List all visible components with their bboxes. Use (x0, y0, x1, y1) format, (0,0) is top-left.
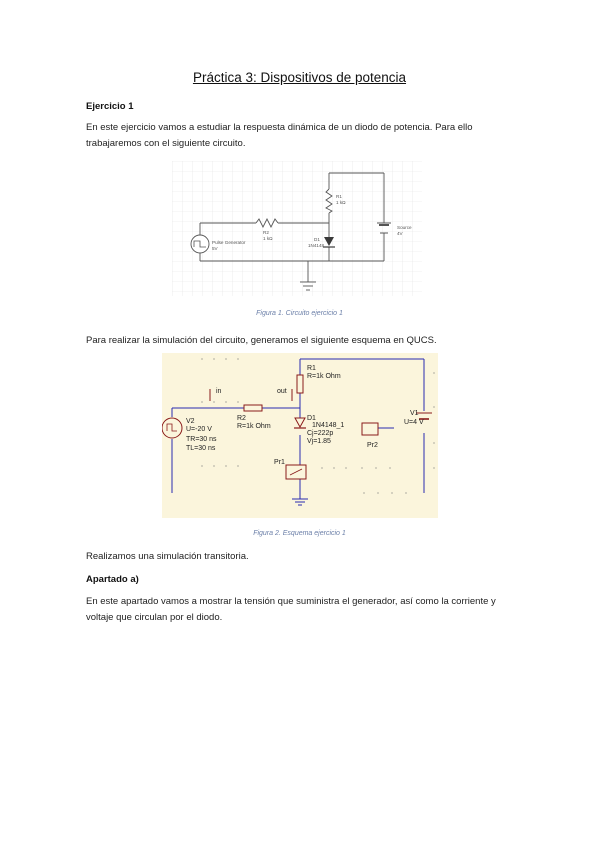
v2-fall-time: TL=30 ns (186, 445, 216, 452)
v2-rise-time: TR=30 ns (186, 436, 217, 443)
v2-name: V2 (186, 418, 195, 425)
paragraph-qucs: Para realizar la simulación del circuito, generamos el siguiente esquema en QUCS. (86, 335, 437, 346)
d1-vj: Vj=1.85 (307, 438, 331, 445)
generator-value: 5V (212, 246, 218, 251)
r1-value: R=1k Ohm (307, 373, 341, 380)
d1-name: D1 (307, 415, 316, 422)
d1-part: 1N4148 (308, 243, 325, 248)
source-name: Source (397, 225, 412, 230)
r2-name: R2 (263, 230, 269, 235)
section-heading-ejercicio-1: Ejercicio 1 (86, 101, 134, 112)
r2-value: 1 kΩ (263, 236, 273, 241)
r2-value: R=1k Ohm (237, 423, 271, 430)
r2-name: R2 (237, 415, 246, 422)
figure-1-circuit (172, 161, 422, 296)
source-value: 4V (397, 231, 403, 236)
figure-2-caption: Figura 2. Esquema ejercicio 1 (253, 530, 346, 537)
paragraph-apartado-a: En este apartado vamos a mostrar la tensión que suministra el generador, así como la corriente y voltaje que circulan por el diodo. (86, 596, 496, 623)
v1-voltage: U=4 V (404, 419, 424, 426)
paragraph-intro: En este ejercicio vamos a estudiar la respuesta dinámica de un diodo de potencia. Para ello trabajaremos con el siguiente circuito. (86, 122, 473, 149)
d1-cj: Cj=222p (307, 430, 334, 437)
d1-part: 1N4148_1 (312, 422, 345, 429)
page-title: Práctica 3: Dispositivos de potencia (192, 70, 407, 85)
section-heading-apartado-a: Apartado a) (86, 574, 139, 585)
paragraph-simulation: Realizamos una simulación transitoria. (86, 551, 249, 562)
in-label: in (216, 388, 222, 395)
r1-name: R1 (336, 194, 342, 199)
generator-name: Pulse Generator (212, 240, 246, 245)
d1-name: D1 (314, 237, 320, 242)
figure-2-qucs-schematic (162, 353, 438, 518)
pr2-name: Pr2 (367, 442, 378, 449)
r1-value: 1 kΩ (336, 200, 346, 205)
pr1-name: Pr1 (274, 459, 285, 466)
figure-1-caption: Figura 1. Circuito ejercicio 1 (256, 310, 343, 317)
v2-voltage: U=-20 V (186, 426, 212, 433)
r1-name: R1 (307, 365, 316, 372)
v1-name: V1 (410, 410, 419, 417)
out-label: out (277, 388, 287, 395)
grid-background (172, 161, 422, 296)
